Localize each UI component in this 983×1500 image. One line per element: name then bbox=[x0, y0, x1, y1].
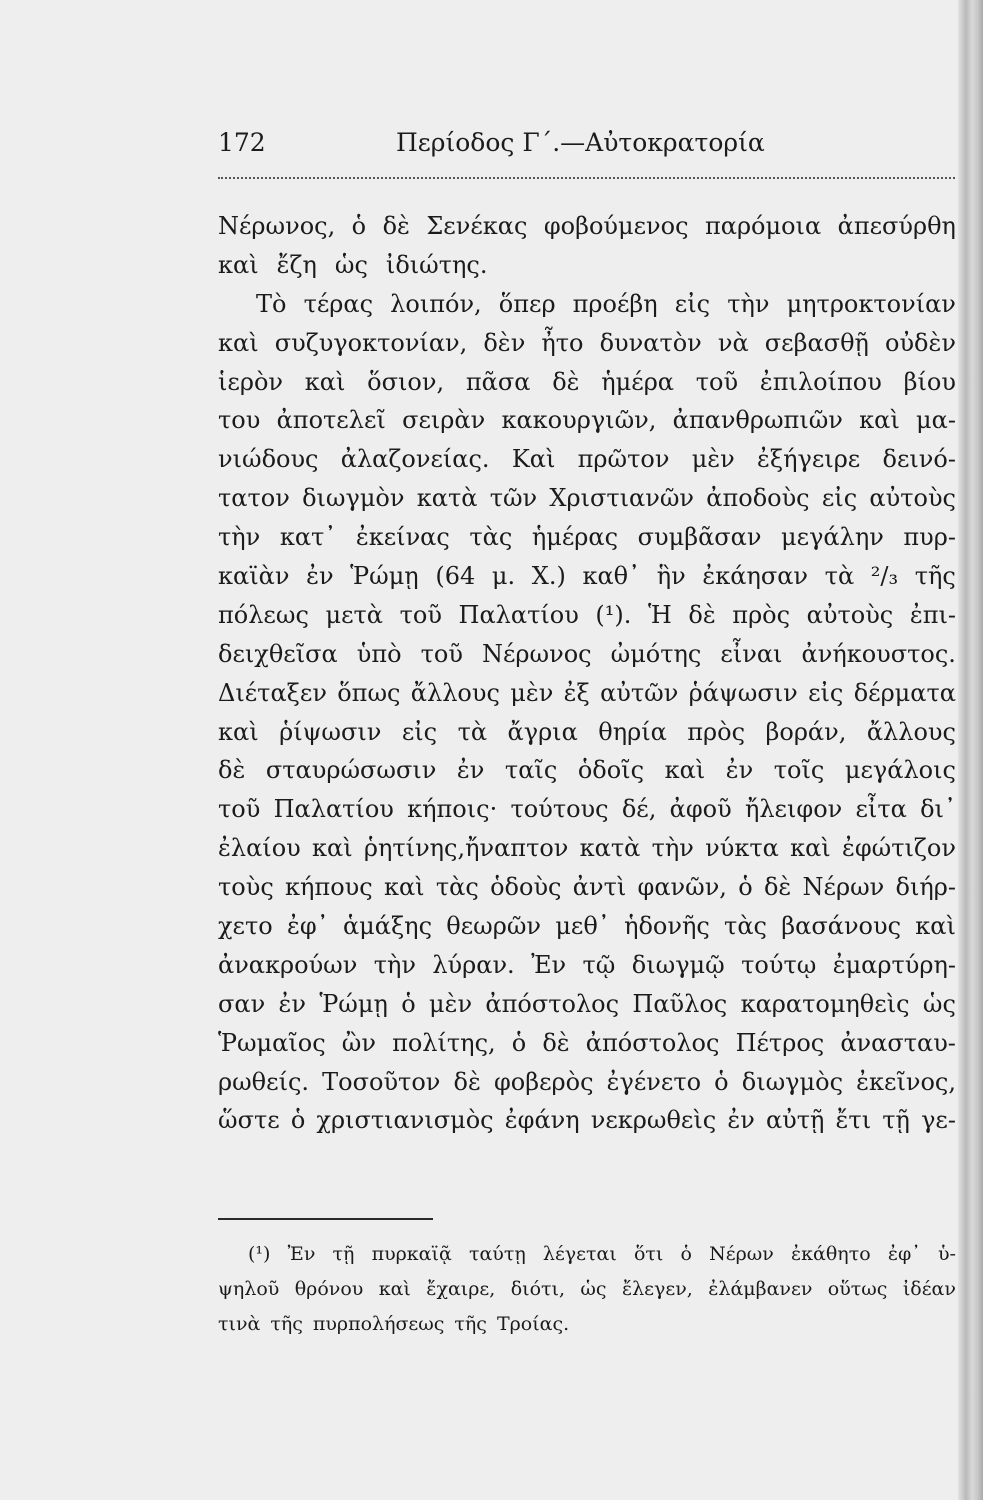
text-line: ὥστε ὁ χριστιανισμὸς ἐφάνη νεκρωθεὶς ἐν αὐτῇ ἔτι τῇ γε- bbox=[218, 1106, 956, 1135]
text-line: ἐλαίου καὶ ῥητίνης,ἤναπτον κατὰ τὴν νύκτα καὶ ἐφώτιζον bbox=[218, 834, 956, 863]
text-line: τατον διωγμὸν κατὰ τῶν Χριστιανῶν ἀποδοὺς εἰς αὐτοὺς bbox=[218, 484, 956, 513]
text-line: καὶ συζυγοκτονίαν, δὲν ἦτο δυνατὸν νὰ σεβασθῇ οὐδὲν bbox=[218, 328, 956, 357]
text-line: χετο ἐφ᾿ ἁμάξης θεωρῶν μεθ᾿ ἡδονῆς τὰς βασάνους καὶ bbox=[218, 912, 956, 941]
text-line: τοῦ Παλατίου κήποις· τούτους δέ, ἀφοῦ ἤλειφον εἶτα δι᾿ bbox=[218, 795, 956, 824]
text-line: του ἀποτελεῖ σειρὰν κακουργιῶν, ἀπανθρωπιῶν καὶ μα- bbox=[218, 406, 956, 435]
text-line: νιώδους ἀλαζονείας. Καὶ πρῶτον μὲν ἐξήγειρε δεινό- bbox=[218, 445, 956, 474]
page-number: 172 bbox=[218, 128, 266, 157]
footnote-line: (¹) Ἐν τῇ πυρκαϊᾷ ταύτῃ λέγεται ὅτι ὁ Νέρων ἐκάθητο ἐφ᾿ ὑ- bbox=[248, 1243, 956, 1265]
text-line: σαν ἐν Ῥώμῃ ὁ μὲν ἀπόστολος Παῦλος καρατομηθεὶς ὡς bbox=[218, 989, 956, 1018]
text-line: ἱερὸν καὶ ὅσιον, πᾶσα δὲ ἡμέρα τοῦ ἐπιλοίπου βίου bbox=[218, 367, 956, 396]
page-edge-shadow bbox=[958, 0, 983, 1500]
footnote-divider bbox=[218, 1218, 433, 1220]
text-line: Ῥωμαῖος ὢν πολίτης, ὁ δὲ ἀπόστολος Πέτρος ἀνασταυ- bbox=[218, 1028, 956, 1057]
running-title: Περίοδος Γ΄.—Αὐτοκρατορία bbox=[396, 128, 765, 157]
text-line: τοὺς κήπους καὶ τὰς ὁδοὺς ἀντὶ φανῶν, ὁ δὲ Νέρων διήρ- bbox=[218, 873, 956, 902]
text-line: τὴν κατ᾿ ἐκείνας τὰς ἡμέρας συμβᾶσαν μεγάλην πυρ- bbox=[218, 523, 956, 552]
header-divider bbox=[218, 177, 955, 179]
page-header bbox=[218, 128, 953, 168]
footnote-line: τινὰ τῆς πυρπολήσεως τῆς Τροίας. bbox=[218, 1313, 570, 1335]
text-line: καϊὰν ἐν Ῥώμῃ (64 μ. Χ.) καθ᾿ ἣν ἐκάησαν τὰ ²/₃ τῆς bbox=[218, 562, 956, 591]
text-line: δὲ σταυρώσωσιν ἐν ταῖς ὁδοῖς καὶ ἐν τοῖς μεγάλοις bbox=[218, 756, 956, 785]
footnote-line: ψηλοῦ θρόνου καὶ ἔχαιρε, διότι, ὡς ἔλεγεν, ἐλάμβανεν οὕτως ἰδέαν bbox=[218, 1278, 956, 1300]
text-line: Νέρωνος, ὁ δὲ Σενέκας φοβούμενος παρόμοια ἀπεσύρθη bbox=[218, 212, 956, 240]
text-line: πόλεως μετὰ τοῦ Παλατίου (¹). Ἡ δὲ πρὸς αὐτοὺς ἐπι- bbox=[218, 600, 956, 629]
text-line: Τὸ τέρας λοιπόν, ὅπερ προέβη εἰς τὴν μητροκτονίαν bbox=[256, 289, 956, 318]
text-line: καὶ ἔζη ὡς ἰδιώτης. bbox=[218, 250, 488, 279]
text-line: καὶ ῥίψωσιν εἰς τὰ ἄγρια θηρία πρὸς βοράν, ἄλλους bbox=[218, 717, 956, 746]
text-line: ἀνακρούων τὴν λύραν. Ἐν τῷ διωγμῷ τούτῳ ἐμαρτύρη- bbox=[218, 950, 956, 979]
text-line: Διέταξεν ὅπως ἄλλους μὲν ἐξ αὐτῶν ῥάψωσιν εἰς δέρματα bbox=[218, 678, 956, 707]
body-text bbox=[218, 207, 956, 1140]
text-line: δειχθεῖσα ὑπὸ τοῦ Νέρωνος ὠμότης εἶναι ἀνήκουστος. bbox=[218, 639, 956, 668]
text-line: ρωθείς. Τοσοῦτον δὲ φοβερὸς ἐγένετο ὁ διωγμὸς ἐκεῖνος, bbox=[218, 1067, 956, 1096]
footnotes bbox=[218, 1237, 956, 1342]
